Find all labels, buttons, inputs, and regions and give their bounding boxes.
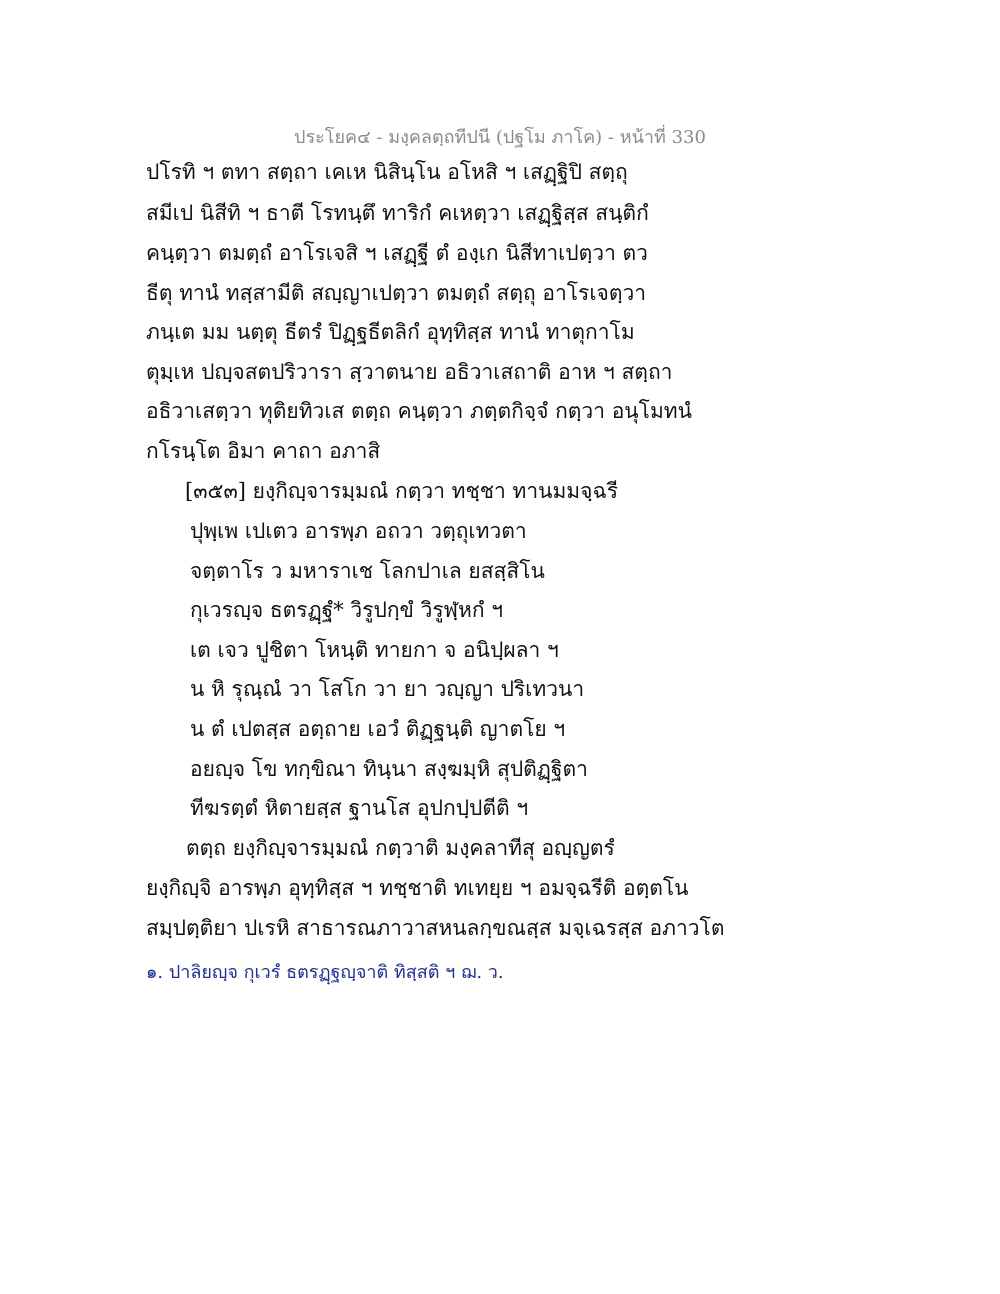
body-line-5: ภนฺเต มม นตฺตุ ธีตรํ ปิฏฺฐธีตลิกํ อุทฺทิสฺส ทานํ ทาตุกาโม	[146, 320, 635, 344]
body-line-4: ธีตุ ทานํ ทสฺสามีติ สญฺญาเปตฺวา ตมตฺถํ สตฺถุ อาโรเจตฺวา	[146, 281, 647, 305]
verse-line-1: [๓๕๓] ยงฺกิญฺจารมฺมณํ กตฺวา ทชฺชา ทานมมจฺฉรี	[185, 479, 619, 503]
verse-line-9: ทีฆรตฺตํ หิตายสฺส ฐานโส อุปกปฺปตีติ ฯ	[190, 796, 529, 820]
body-line-7: อธิวาเสตฺวา ทุติยทิวเส ตตฺถ คนฺตฺวา ภตฺตกิจฺจํ กตฺวา อนุโมทนํ	[146, 399, 692, 423]
body-line-8: กโรนฺโต อิมา คาถา อภาสิ	[146, 439, 381, 463]
commentary-line-3: สมฺปตฺติยา ปเรหิ สาธารณภาวาสหนลกฺขณสฺส มจฺเฉรสฺส อภาวโต	[146, 916, 725, 940]
body-line-6: ตุมฺเห ปญฺจสตปริวารา สฺวาตนาย อธิวาเสถาติ อาห ฯ สตฺถา	[146, 360, 673, 384]
verse-line-6: น หิ รุณฺณํ วา โสโก วา ยา วญฺญา ปริเทวนา	[190, 677, 585, 701]
verse-line-4: กุเวรญฺจ ธตรฏฺฐํ* วิรูปกฺขํ วิรูฬฺหกํ ฯ	[190, 598, 504, 622]
commentary-line-1: ตตฺถ ยงฺกิญฺจารมฺมณํ กตฺวาติ มงฺคลาทีสุ อญฺญตรํ	[186, 836, 615, 860]
body-line-2: สมีเป นิสีทิ ฯ ธาตี โรทนฺตึ ทาริกํ คเหตฺวา เสฏฺฐิสฺส สนฺติกํ	[146, 201, 649, 225]
verse-line-5: เต เจว ปูชิตา โหนฺติ ทายกา จ อนิปฺผลา ฯ	[190, 638, 559, 662]
body-line-3: คนฺตฺวา ตมตฺถํ อาโรเจสิ ฯ เสฏฺฐี ตํ องฺเก นิสีทาเปตฺวา ตว	[146, 241, 648, 265]
verse-line-3: จตฺตาโร ว มหาราเช โลกปาเล ยสสฺสิโน	[190, 559, 545, 583]
body-line-1: ปโรทิ ฯ ตทา สตฺถา เคเห นิสินฺโน อโหสิ ฯ เสฏฺฐิปิ สตฺถุ	[146, 160, 628, 184]
verse-line-8: อยญฺจ โข ทกฺขิณา ทินฺนา สงฺฆมฺหิ สุปติฏฺฐิตา	[190, 757, 588, 781]
verse-line-7: น ตํ เปตสฺส อตฺถาย เอวํ ติฏฺฐนฺติ ญาตโย ฯ	[190, 717, 566, 741]
verse-line-2: ปุพฺเพ เปเตว อารพฺภ อถวา วตฺถุเทวตา	[190, 519, 527, 543]
footnote: ๑. ปาลิยญฺจ กุเวรํ ธตรฏฺฐญฺจาติ ทิสฺสติ ฯ ฌ. ว.	[146, 962, 504, 983]
commentary-line-2: ยงฺกิญฺจิ อารพฺภ อุทฺทิสฺส ฯ ทชฺชาติ ทเทยฺย ฯ อมจฺฉรีติ อตฺตโน	[146, 876, 689, 900]
running-header: ประโยค๔ - มงฺคลตฺถทีปนี (ปฐโม ภาโค) - หน้าที่ 330	[294, 127, 706, 148]
